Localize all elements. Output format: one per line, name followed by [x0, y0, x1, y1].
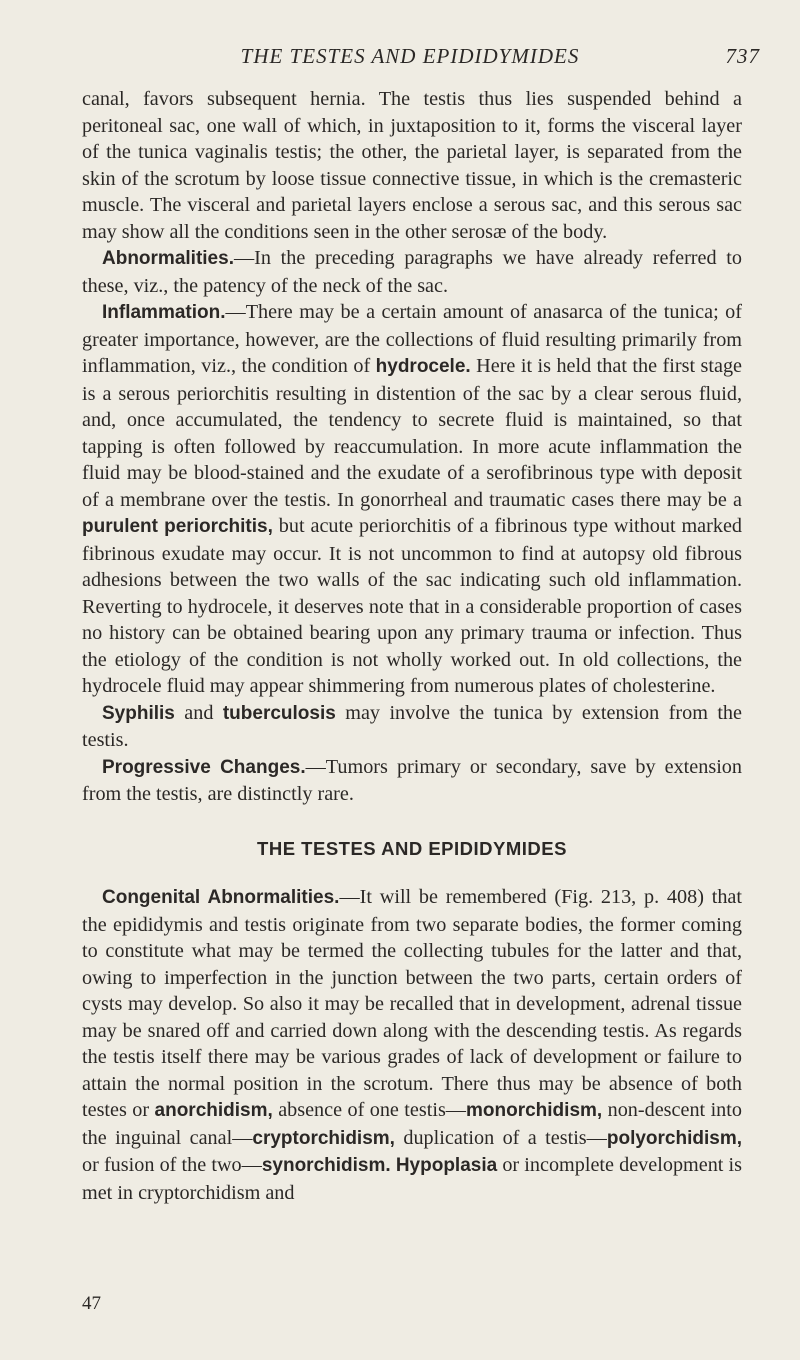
progressive-text: —Tumors primary or secondary, save by extension from the testis, are distinctly rare.	[82, 755, 742, 805]
congenital-text-c: non-descent into the inguinal canal—	[82, 1099, 742, 1149]
signature-mark: 47	[82, 1293, 101, 1314]
paragraph-syphilis	[82, 700, 742, 754]
paragraph-congenital	[82, 884, 742, 1206]
term-anorchidism: anorchidism,	[154, 1100, 273, 1121]
body-text	[82, 86, 742, 1206]
congenital-text-e: or fusion of the two—	[82, 1154, 262, 1176]
abnormalities-text: —In the preceding paragraphs we have already referred to these, viz., the patency of the neck of the sac.	[82, 247, 742, 297]
section-heading: THE TESTES AND EPIDIDYMIDES	[257, 837, 567, 859]
paragraph-inflammation	[82, 299, 742, 700]
paragraph-continuation: canal, favors subsequent hernia. The testis thus lies suspended behind a peritoneal sac, one wall of which, in juxtaposition to it, forms the visceral layer of the tunica vaginalis testis; the other, the parietal layer, is separated from the skin of the scrotum by loose tissue connective tissue, in which is the cremasteric muscle. The visceral and parietal layers enclose a serous sac, and this serous sac may show all the conditions seen in the other serosæ of the body.	[82, 88, 742, 243]
syphilis-text: may involve the tunica by extension from the testis.	[82, 701, 742, 751]
term-hydrocele: hydrocele.	[375, 356, 471, 377]
running-head	[60, 44, 760, 74]
progressive-label: Progressive Changes.	[102, 756, 306, 778]
running-title: THE TESTES AND EPIDIDYMIDES	[240, 44, 580, 68]
paragraph-progressive	[82, 754, 742, 808]
congenital-text-b: absence of one testis—	[272, 1099, 466, 1121]
term-hypoplasia: Hypoplasia	[395, 1155, 498, 1176]
term-cryptorchidism: cryptorchidism,	[252, 1127, 395, 1149]
page-number: 737	[725, 44, 760, 68]
term-syphilis: Syphilis	[102, 702, 175, 724]
congenital-text-g: or incomplete development is met in cryptorchidism and	[82, 1154, 743, 1204]
term-synorchidism: synorchidism.	[261, 1155, 391, 1176]
congenital-label: Congenital Abnormalities.	[102, 887, 340, 908]
abnormalities-label: Abnormalities.	[102, 248, 234, 269]
congenital-text-d: duplication of a testis—	[394, 1126, 607, 1149]
paragraph-abnormalities	[82, 245, 742, 299]
congenital-text-a: —It will be remembered (Fig. 213, p. 408) that the epididymis and testis originate from two separate bodies, the former coming to constitute what may be termed the collecting tubules for the latter and that, owing to imperfection in the junction between the two parts, certain orders of cysts may develop. So also it may be recalled that in development, adrenal tissue may be snared off and carried down along with the descending testis. As regards the testis itself there may be various grades of lack of development or failure to attain the normal position in the scrotum. There thus may be absence of both testes or	[82, 886, 742, 1121]
inflammation-text-a: —There may be a certain amount of anasarca of the tunica; of greater importance, however, are the collections of fluid resulting primarily from inflammation, viz., the condition of	[82, 301, 742, 377]
term-tuberculosis: tuberculosis	[222, 702, 336, 724]
syphilis-and: and	[174, 701, 223, 724]
term-monorchidism: monorchidism,	[466, 1100, 603, 1121]
inflammation-label: Inflammation.	[102, 302, 226, 323]
term-purulent-periorchitis: purulent periorchitis,	[82, 516, 273, 537]
inflammation-text-b: Here it is held that the first stage is a serous periorchitis resulting in distention of the sac by a clear serous fluid, and, once accumulated, the tendency to secrete fluid is maintained, so that tapping is often followed by reaccumulation. In more acute inflammation the fluid may be blood-stained and the exudate of a serofibrinous type with deposit of a membrane over the testis. In gonorrheal and traumatic cases there may be a	[82, 355, 743, 511]
inflammation-text-c: but acute periorchitis of a fibrinous type without marked fibrinous exudate may occur. It is not uncommon to find at autopsy old fibrous adhesions between the two walls of the sac indicating such old inflammation. Reverting to hydrocele, it deserves note that in a considerable proportion of cases no history can be obtained bearing upon any primary trauma or infection. Thus the etiology of the condition is not wholly worked out. In old collections, the hydrocele fluid may appear shimmering from numerous plates of cholesterine.	[82, 515, 742, 697]
term-polyorchidism: polyorchidism,	[606, 1127, 742, 1149]
